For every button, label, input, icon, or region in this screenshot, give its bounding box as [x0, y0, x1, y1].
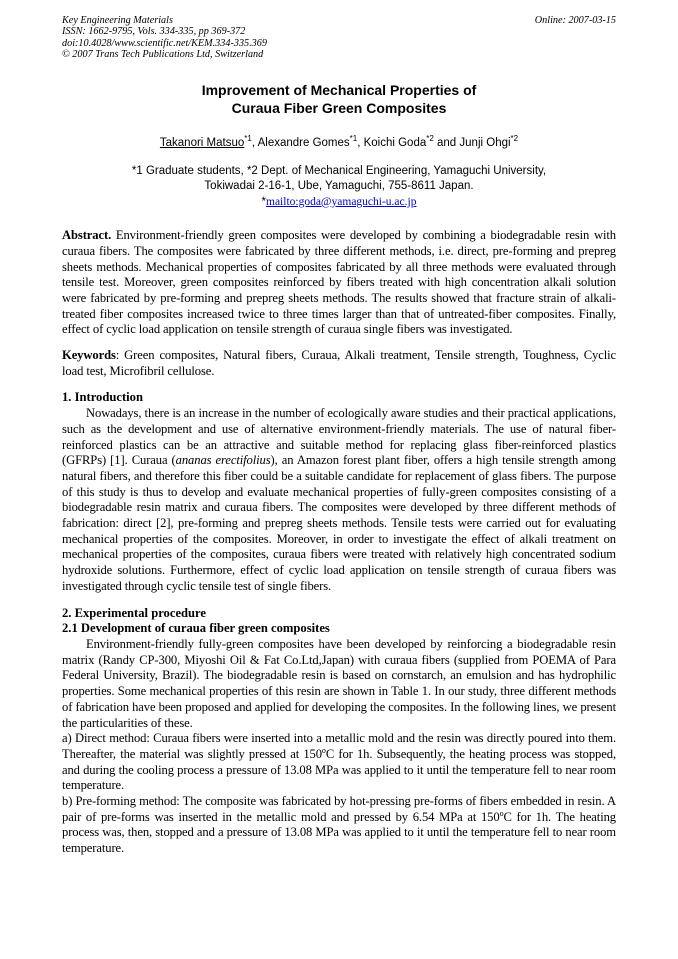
preforming-text-2: C for 1h. The heating process was, then, stopped and a pressure of 13.08 MPa was applied to it until the temperature fell to near room temperature.	[62, 809, 616, 856]
author-2-mark: *1	[349, 133, 358, 143]
abstract	[62, 228, 616, 338]
preforming-method-paragraph	[62, 794, 616, 857]
paper-page	[62, 15, 616, 857]
online-date: Online: 2007-03-15	[534, 15, 616, 26]
paper-title	[62, 81, 616, 118]
intro-heading: 1. Introduction	[62, 390, 143, 405]
copyright-line: © 2007 Trans Tech Publications Ltd, Switzerland	[62, 49, 264, 61]
direct-text-1: a) Direct method: Curaua fibers were inserted into a metallic mold and the resin was directly poured into them. Thereafter, the material was slightly pressed at 150	[62, 731, 616, 761]
author-3-mark: *2	[426, 133, 434, 143]
affiliation-line-1: *1 Graduate students, *2 Dept. of Mechanical Engineering, Yamaguchi University,	[131, 164, 547, 177]
email-prefix: *	[261, 195, 266, 208]
experimental-heading: 2. Experimental procedure	[62, 605, 206, 620]
journal-header	[62, 15, 616, 61]
intro-text-1: Nowadays, there is an increase in the number of ecologically aware studies and their practical applications, such as the development and use of alternative environment-friendly materials. The use of natural fiber-reinforced plastics can be an attractive and suitable method for replacing glass fiber-reinforced plastics (GFRPs) [1]. Curaua (	[62, 406, 616, 468]
abstract-label: Abstract.	[62, 228, 112, 243]
affiliation-line-2: Tokiwadai 2-16-1, Ube, Yamaguchi, 755-8611 Japan.	[204, 180, 474, 193]
author-1: Takanori Matsuo	[159, 136, 245, 149]
experimental-paragraph: Environment-friendly fully-green composites have been developed by reinforcing a biodegradable resin matrix (Randy CP-300, Miyoshi Oil & Fat Co.Ltd,Japan) with curaua fibers (supplied from POEMA of Para Federal University, Brazil). The biodegradable resin is based on cornstarch, an emulsion and has hydrophilic properties. Some mechanical properties of this resin are shown in Table 1. In our study, three different methods of fabrication have been proposed and applied for developing the composites. In the following lines, we present the particularities of these.	[62, 637, 616, 730]
journal-name: Key Engineering Materials	[62, 15, 173, 26]
intro-text-2: ), an Amazon forest plant fiber, offers a high tensile strength among natural fibers, and therefore this fiber could be a suitable candidate for replacement of glass fibers. The purpose of this study is thus to develop and evaluate mechanical properties of fully-green composites consisting of a biodegradable resin matrix and curaua fibers. The composites were developed by three different methods of fabrication: direct [2], pre-forming and prepreg sheets methods. Tensile tests were carried out for evaluating mechanical properties of the composites. Moreover, in order to investigate the effect of alkali treatment on mechanical properties of the composites, curaua fibers were treated with relatively high concentrated sodium hydroxide solutions. Furthermore, effect of cyclic load application on tensile strength of curaua fibers was investigated through cyclic tensile test of single fibers.	[62, 453, 617, 593]
author-4-mark: *2	[510, 133, 519, 143]
direct-method-paragraph	[62, 731, 616, 794]
direct-degree: o	[321, 745, 326, 755]
title-line-2: Curaua Fiber Green Composites	[231, 100, 447, 117]
email-link[interactable]: mailto:goda@yamaguchi-u.ac.jp	[266, 195, 417, 208]
email-line	[62, 195, 616, 211]
affiliation	[62, 164, 616, 211]
author-and: and	[437, 136, 457, 149]
author-4: Junji Ohgi	[459, 136, 511, 149]
author-list: Takanori Matsuo$^{*1}$, Alexandre Gomes$^{*1}$, Koichi Goda$^{*2}$ and Junji Ohgi$^{*2}$	[159, 133, 519, 149]
author-2: Alexandre Gomes	[257, 136, 350, 149]
keywords-label: Keywords	[62, 348, 116, 363]
preforming-text-1: b) Pre-forming method: The composite was fabricated by hot-pressing pre-forms of fibers embedded in resin. A pair of pre-forms was inserted in the metallic mold and pressed by 6.54 MPa at 150	[62, 794, 616, 824]
abstract-text: Environment-friendly green composites were developed by combining a biodegradable resin with curaua fibers. The composites were fabricated by three different methods, i.e. direct, pre-forming and prepreg sheets methods. Mechanical properties of composites fabricated by all three methods were evaluated through tensile test. Moreover, green composites reinforced by fibers treated with high concentration alkali solution were fabricated by pre-forming and prepreg sheets methods. The results showed that fracture strain of alkali-treated fiber composites increased twice to three times larger than that of untreated-fiber composites. Finally, effect of cyclic load application on tensile strength of curaua single fibers was investigated.	[62, 228, 616, 337]
keywords-text: : Green composites, Natural fibers, Curaua, Alkali treatment, Tensile strength, Toughness, Cyclic load test, Microfibril cellulose.	[62, 348, 616, 378]
issn-line: ISSN: 1662-9795, Vols. 334-335, pp 369-372	[62, 26, 246, 38]
intro-species: ananas erectifolius	[175, 453, 271, 468]
doi-line: doi:10.4028/www.scientific.net/KEM.334-335.369	[62, 37, 267, 49]
preforming-degree: o	[499, 808, 504, 818]
title-line-1: Improvement of Mechanical Properties of	[201, 81, 477, 98]
author-3: Koichi Goda	[363, 136, 427, 149]
direct-text-2: C for 1h. Subsequently, the heating process was stopped, and during the cooling process a pressure of 13.08 MPa was applied to it until the temperature fell to near room temperature.	[62, 746, 616, 793]
author-1-mark: *1	[244, 133, 252, 143]
experimental-subheading: 2.1 Development of curaua fiber green composites	[62, 621, 330, 636]
keywords	[62, 348, 616, 379]
intro-paragraph	[62, 406, 616, 594]
